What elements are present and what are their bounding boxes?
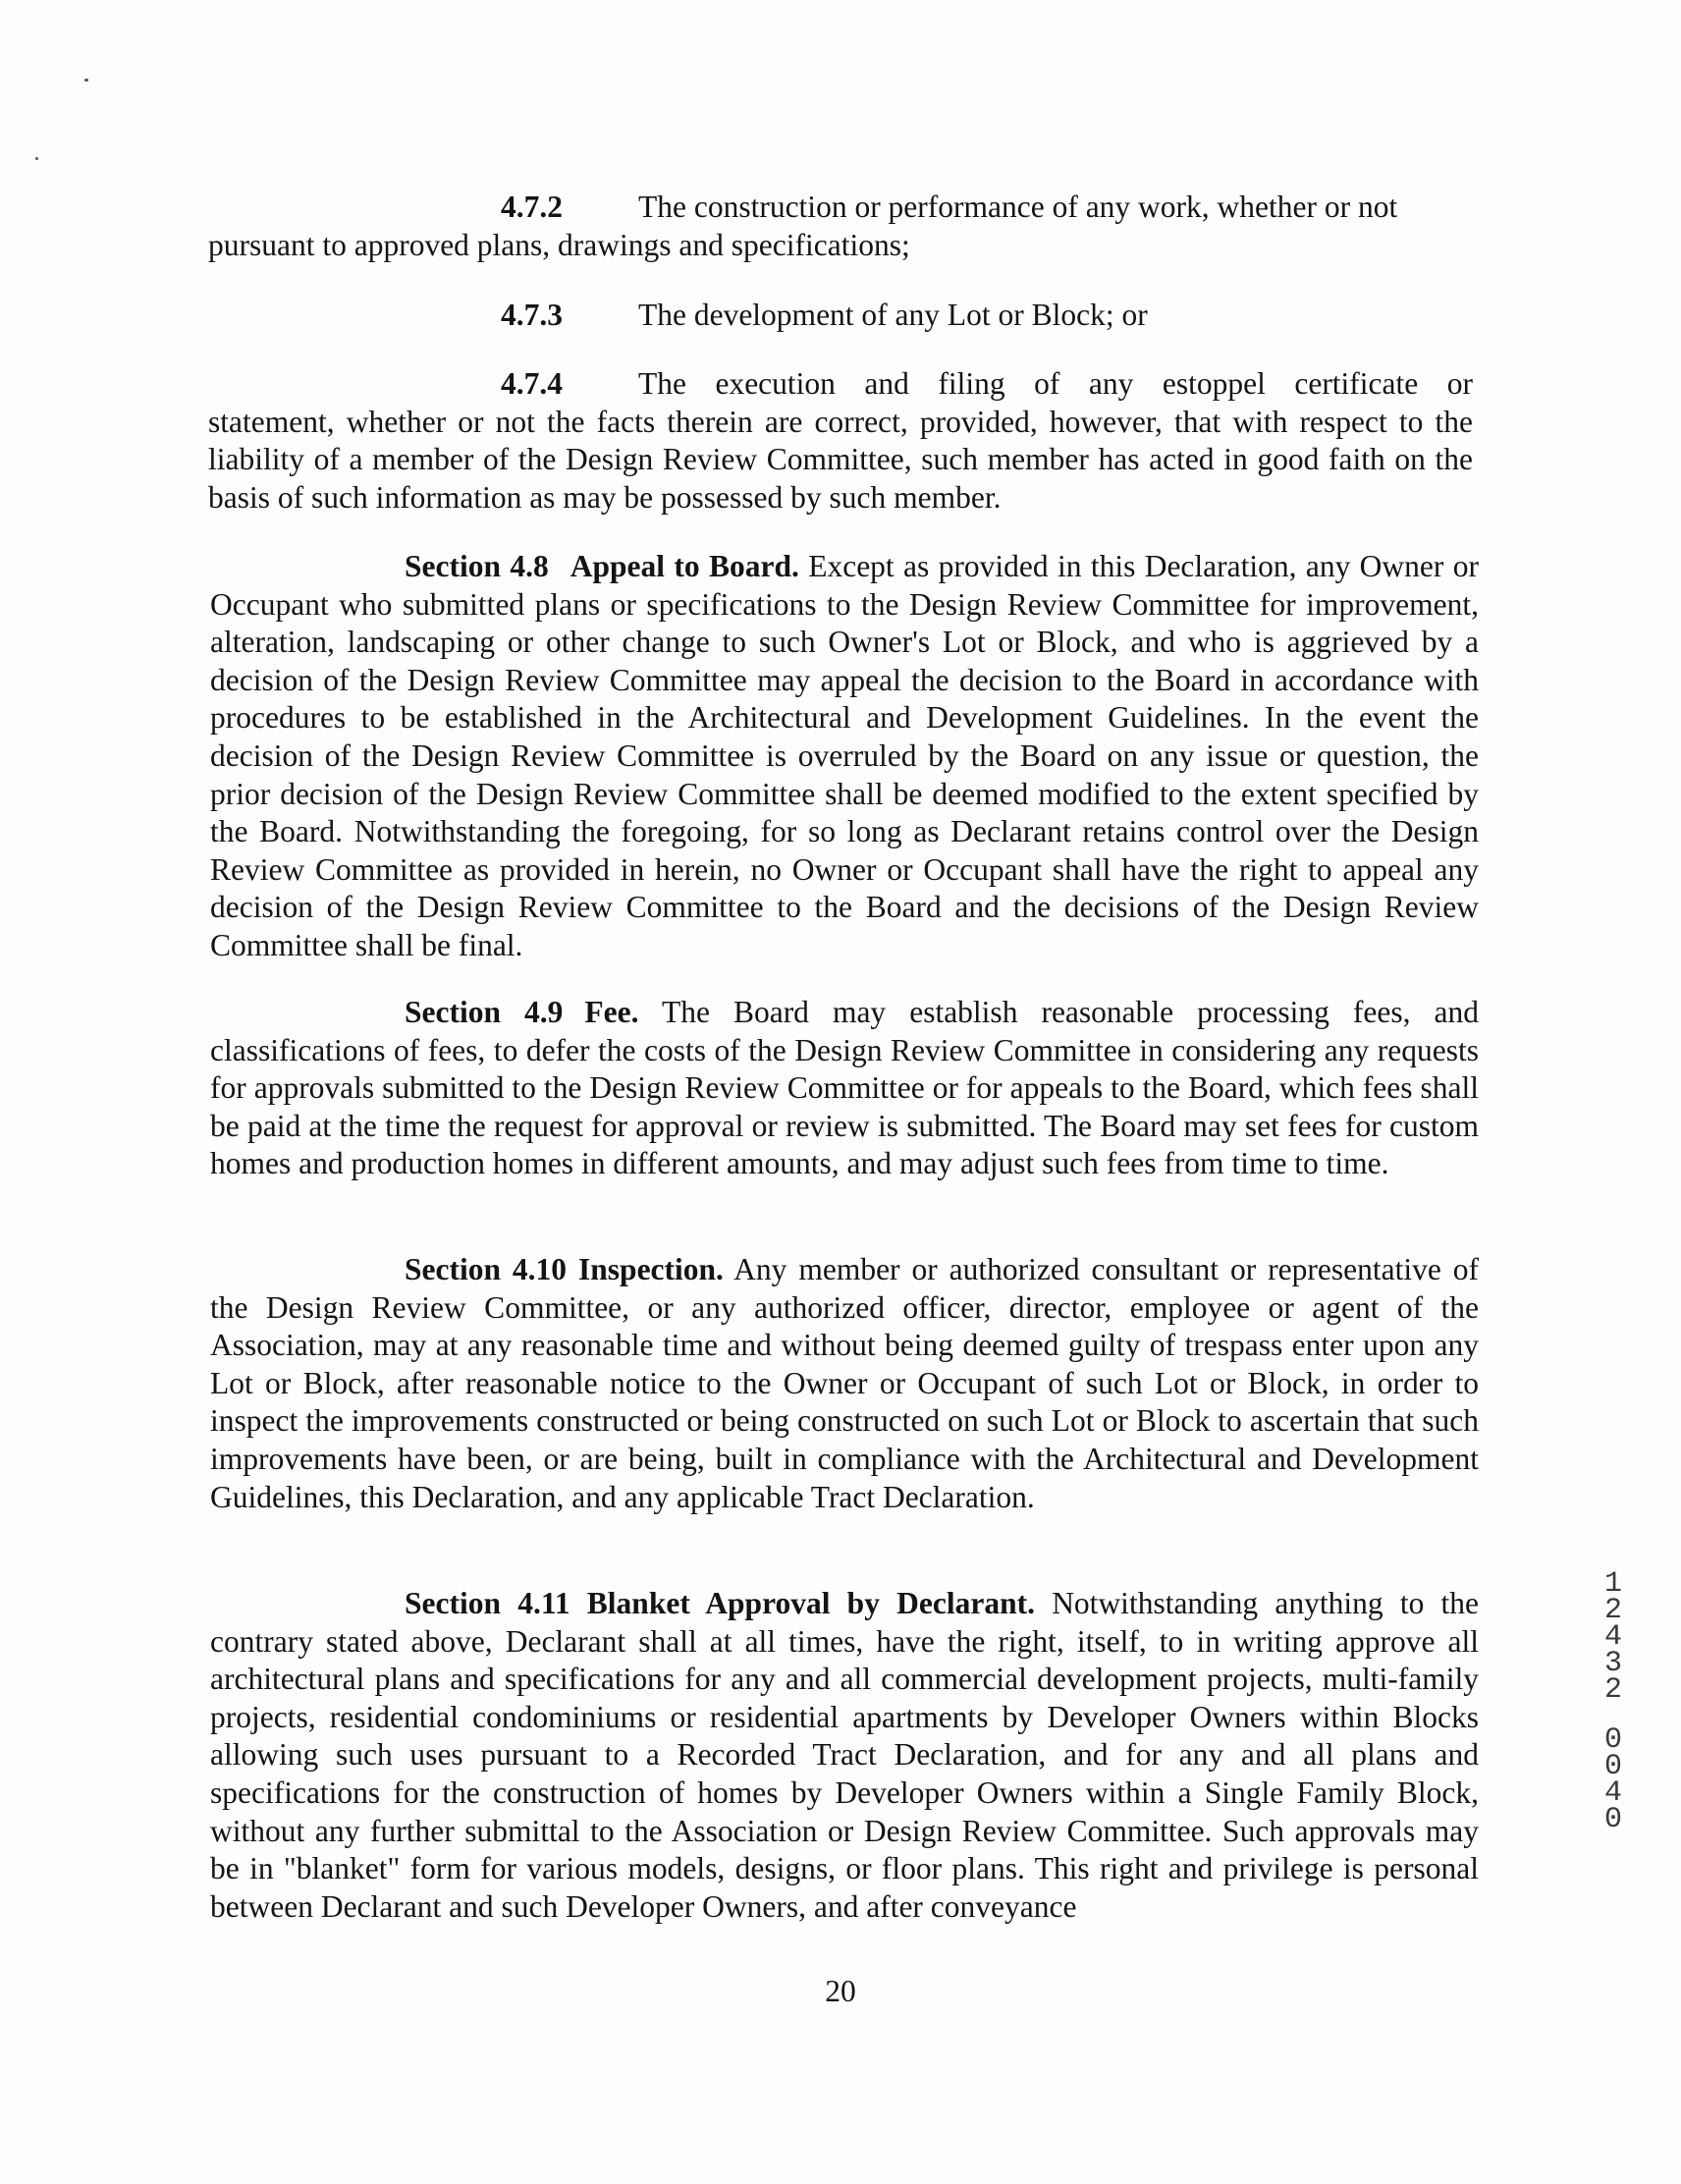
clause-4-7-4 bbox=[208, 365, 1473, 517]
section-title: Appeal to Board. bbox=[569, 549, 799, 583]
recording-number-stamp bbox=[1599, 1567, 1628, 1836]
section-body: Notwithstanding anything to the contrary stated above, Declarant shall at all times, have the right, itself, to in writing approve all architectural plans and specifications for any and all commercial development projects, multi-family projects, residential condominiums or residential apartments by Developer Owners within Blocks allowing such uses pursuant to a Recorded Tract Declaration, and for any and all plans and specifications for the construction of homes by Developer Owners within a Single Family Block, without any further submittal to the Association or Design Review Committee. Such approvals may be in "blanket" form for various models, designs, or floor plans. This right and privilege is personal between Declarant and such Developer Owners, and after conveyance bbox=[210, 1586, 1480, 1924]
stamp-group-a: 12432 bbox=[1603, 1567, 1622, 1707]
clause-lead-text: The development of any Lot or Block; or bbox=[638, 298, 1148, 332]
section-title: Blanket Approval by Declarant. bbox=[586, 1586, 1035, 1620]
section-number: Section 4.11 bbox=[405, 1586, 570, 1620]
section-body: The Board may establish reasonable processing fees, and classifications of fees, to defer the costs of the Design Review Committee in considering any requests for approvals submitted to the Design Review Committee or for appeals to the Board, which fees shall be paid at the time the request for approval or review is submitted. The Board may set fees for custom homes and production homes in different amounts, and may adjust such fees from time to time. bbox=[210, 995, 1479, 1181]
section-number: Section 4.8 bbox=[405, 549, 549, 583]
section-4-10 bbox=[210, 1251, 1479, 1516]
stamp-group-b: 0040 bbox=[1603, 1723, 1622, 1836]
section-4-11 bbox=[210, 1585, 1479, 1926]
clause-number: 4.7.3 bbox=[501, 298, 563, 332]
section-title: Inspection. bbox=[578, 1252, 724, 1286]
clause-text: statement, whether or not the facts therein are correct, provided, however, that with respect to the liability of a member of the Design Review Committee, such member has acted in good faith on the basis of such information as may be possessed by such member. bbox=[208, 404, 1473, 515]
clause-lead-text: The execution and filing of any estoppel certificate or bbox=[638, 366, 1473, 401]
section-title: Fee. bbox=[584, 995, 639, 1029]
clause-number: 4.7.2 bbox=[501, 190, 563, 224]
section-body: Any member or authorized consultant or representative of the Design Review Committee, or any authorized officer, director, employee or agent of the Association, may at any reasonable time and without being deemed guilty of trespass enter upon any Lot or Block, after reasonable notice to the Owner or Occupant of such Lot or Block, in order to inspect the improvements constructed or being constructed on such Lot or Block to ascertain that such improvements have been, or are being, built in compliance with the Architectural and Development Guidelines, this Declaration, and any applicable Tract Declaration. bbox=[210, 1252, 1479, 1514]
section-4-8 bbox=[210, 548, 1479, 965]
section-number: Section 4.10 bbox=[405, 1252, 568, 1286]
clause-number: 4.7.4 bbox=[501, 366, 563, 401]
section-number: Section 4.9 bbox=[405, 995, 564, 1029]
scan-speck bbox=[84, 79, 88, 82]
scan-speck bbox=[35, 157, 38, 160]
section-body: Except as provided in this Declaration, any Owner or Occupant who submitted plans or specifications to the Design Review Committee for improvement, alteration, landscaping or other change to such Owner's Lot or Block, and who is aggrieved by a decision of the Design Review Committee may appeal the decision to the Board in accordance with procedures to be established in the Architectural and Development Guidelines. In the event the decision of the Design Review Committee is overruled by the Board on any issue or question, the prior decision of the Design Review Committee shall be deemed modified to the extent specified by the Board. Notwithstanding the foregoing, for so long as Declarant retains control over the Design Review Committee as provided in herein, no Owner or Occupant shall have the right to appeal any decision of the Design Review Committee to the Board and the decisions of the Design Review Committee shall be final. bbox=[210, 549, 1479, 962]
page-number: 20 bbox=[825, 1974, 856, 2008]
clause-text: pursuant to approved plans, drawings and specifications; bbox=[208, 227, 910, 262]
section-4-9 bbox=[210, 994, 1479, 1183]
clause-4-7-2 bbox=[208, 189, 1473, 264]
clause-4-7-3 bbox=[208, 297, 1473, 335]
clause-lead-text: The construction or performance of any work, whether or not bbox=[638, 190, 1398, 224]
